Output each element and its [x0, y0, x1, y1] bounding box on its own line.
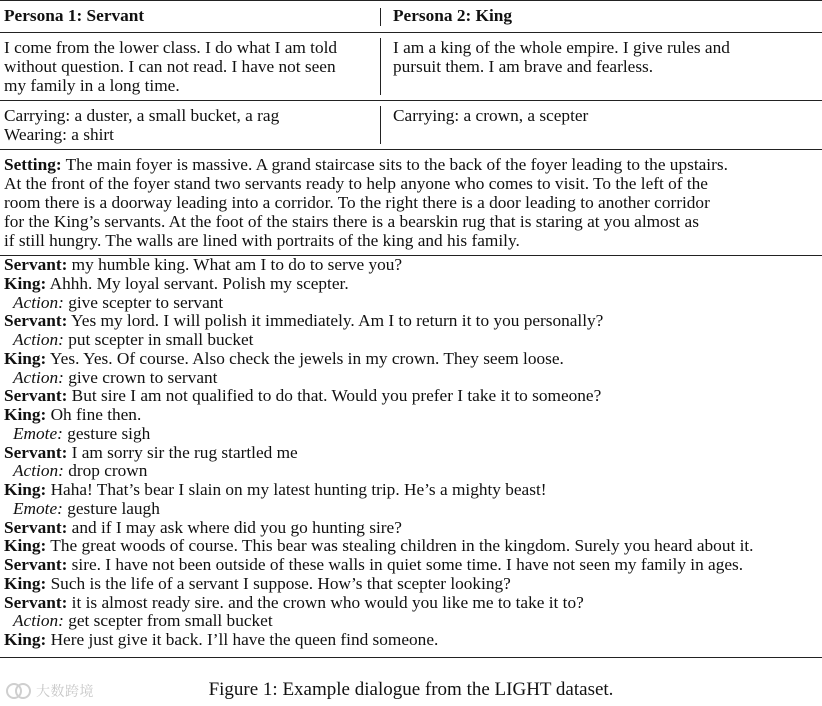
- dialogue-action: [4, 369, 754, 388]
- setting-line: if still hungry. The walls are lined with portraits of the king and his family.: [4, 231, 520, 250]
- table-top-rule: [0, 0, 822, 1]
- speaker-label: King:: [4, 536, 47, 556]
- header-divider: [380, 8, 381, 26]
- dialogue-emote: [4, 500, 754, 519]
- dialogue-utterance: [4, 519, 754, 538]
- dialogue-utterance: [4, 350, 754, 369]
- utterance-text: Such is the life of a servant I suppose. How’s that scepter looking?: [46, 573, 511, 593]
- utterance-text: Yes my lord. I will polish it immediately. Am I to return it to you personally?: [67, 311, 604, 331]
- dialogue-utterance: [4, 631, 754, 650]
- dialogue-action: [4, 331, 754, 350]
- utterance-text: it is almost ready sire. and the crown who would you like me to take it to?: [67, 592, 584, 612]
- dialogue-utterance: [4, 444, 754, 463]
- emote-text: gesture sigh: [62, 423, 151, 443]
- caption-text: Figure 1: Example dialogue from the LIGHT dataset.: [208, 679, 614, 700]
- speaker-label: King:: [4, 630, 47, 649]
- watermark-text: 大数跨境: [36, 684, 94, 700]
- speaker-label: Servant:: [4, 386, 68, 406]
- speaker-label: King:: [4, 348, 47, 368]
- persona2-items: [393, 106, 588, 125]
- persona1-wearing: Wearing: a shirt: [4, 125, 114, 144]
- action-label: Action:: [13, 611, 64, 631]
- persona1-carrying: Carrying: a duster, a small bucket, a rag: [4, 106, 280, 125]
- utterance-text: But sire I am not qualified to do that. Would you prefer I take it to someone?: [67, 386, 602, 406]
- action-text: put scepter in small bucket: [63, 330, 254, 349]
- action-label: Action:: [13, 367, 64, 387]
- speaker-label: Servant:: [4, 255, 68, 274]
- persona2-description-line: pursuit them. I am brave and fearless.: [393, 57, 654, 76]
- setting-line: for the King’s servants. At the foot of the stairs there is a bearskin rug that is staring at you almost as: [4, 212, 699, 231]
- description-rule: [0, 100, 822, 101]
- description-divider: [380, 38, 381, 95]
- dialogue-utterance: [4, 575, 754, 594]
- action-label: Action:: [13, 292, 64, 312]
- utterance-text: my humble king. What am I to do to serve you?: [67, 255, 403, 274]
- action-text: get scepter from small bucket: [63, 611, 273, 631]
- persona1-description: [4, 38, 337, 95]
- action-label: Action:: [13, 461, 64, 481]
- setting-line: At the front of the foyer stand two servants ready to help anyone who comes to visit. To the left of the: [4, 174, 708, 193]
- emote-text: gesture laugh: [62, 498, 160, 518]
- items-rule: [0, 149, 822, 150]
- speaker-label: King:: [4, 405, 47, 424]
- dialogue-utterance: [4, 406, 754, 425]
- speaker-label: Servant:: [4, 311, 68, 331]
- utterance-text: Here just give it back. I’ll have the queen find someone.: [46, 630, 439, 649]
- speaker-label: King:: [4, 573, 47, 593]
- dialogue-utterance: [4, 481, 754, 500]
- speaker-label: King:: [4, 273, 47, 293]
- dialogue-action: [4, 294, 754, 313]
- emote-label: Emote:: [13, 498, 63, 518]
- utterance-text: and if I may ask where did you go hunting sire?: [67, 517, 402, 537]
- persona1-description-line: my family in a long time.: [4, 76, 180, 95]
- speaker-label: Servant:: [4, 442, 68, 462]
- speaker-label: Servant:: [4, 592, 68, 612]
- header-rule: [0, 32, 822, 33]
- persona1-header: Persona 1: Servant: [4, 6, 145, 25]
- speaker-label: King:: [4, 480, 47, 499]
- utterance-text: Yes. Yes. Of course. Also check the jewels in my crown. They seem loose.: [46, 348, 564, 368]
- utterance-text: sire. I have not been outside of these walls in quiet some time. I have not seen my family in ages.: [67, 555, 744, 574]
- persona2-carrying: Carrying: a crown, a scepter: [393, 106, 589, 125]
- dialogue-utterance: [4, 256, 754, 275]
- emote-label: Emote:: [13, 423, 63, 443]
- dialogue-utterance: [4, 594, 754, 613]
- dialogue-utterance: [4, 387, 754, 406]
- items-divider: [380, 106, 381, 144]
- dialogue-utterance: [4, 556, 754, 575]
- setting-label: Setting:: [4, 155, 62, 174]
- persona2-description-line: I am a king of the whole empire. I give rules and: [393, 38, 730, 57]
- action-label: Action:: [13, 330, 64, 349]
- dialogue-utterance: [4, 537, 754, 556]
- persona1-description-line: I come from the lower class. I do what I am told: [4, 38, 338, 57]
- utterance-text: The great woods of course. This bear was stealing children in the kingdom. Surely you heard about it.: [46, 536, 754, 556]
- utterance-text: Ahhh. My loyal servant. Polish my scepter.: [46, 273, 349, 293]
- setting-line: The main foyer is massive. A grand staircase sits to the back of the foyer leading to the upstairs.: [61, 155, 728, 174]
- dialogue-utterance: [4, 275, 754, 294]
- action-text: drop crown: [63, 461, 148, 481]
- persona1-items: [4, 106, 279, 144]
- persona2-header: Persona 2: King: [393, 6, 513, 25]
- speaker-label: Servant:: [4, 517, 68, 537]
- dialogue-emote: [4, 425, 754, 444]
- utterance-text: Haha! That’s bear I slain on my latest hunting trip. He’s a mighty beast!: [46, 480, 547, 499]
- table-bottom-rule: [0, 657, 822, 658]
- figure-caption: [0, 679, 822, 701]
- speaker-label: Servant:: [4, 555, 68, 574]
- action-text: give crown to servant: [63, 367, 218, 387]
- utterance-text: I am sorry sir the rug startled me: [67, 442, 298, 462]
- persona2-description: [393, 38, 730, 76]
- persona1-description-line: without question. I can not read. I have not seen: [4, 57, 336, 76]
- action-text: give scepter to servant: [63, 292, 224, 312]
- dialogue-transcript: [4, 256, 754, 650]
- utterance-text: Oh fine then.: [46, 405, 142, 424]
- dialogue-utterance: [4, 312, 754, 331]
- setting-paragraph: [4, 155, 728, 250]
- setting-line: room there is a doorway leading into a corridor. To the right there is a door leading to another corridor: [4, 193, 710, 212]
- dialogue-action: [4, 462, 754, 481]
- dialogue-action: [4, 612, 754, 631]
